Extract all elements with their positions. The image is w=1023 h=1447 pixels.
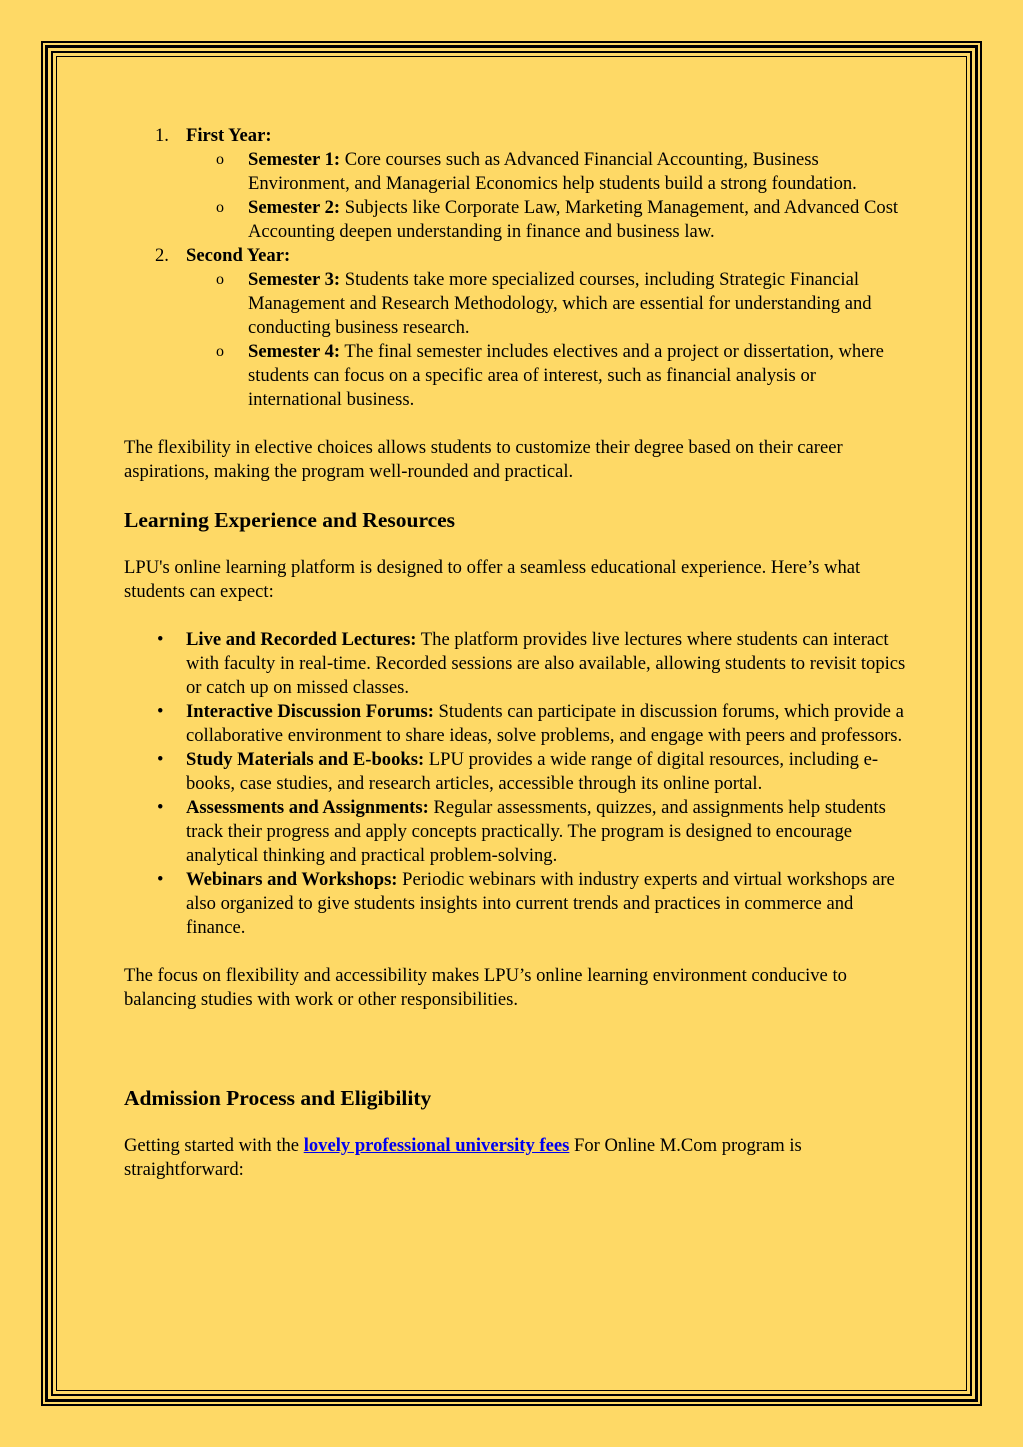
semester-text: Subjects like Corporate Law, Marketing Management, and Advanced Cost Accounting deepen understanding in finance and business law.: [248, 197, 899, 242]
circle-bullet-icon: o: [216, 199, 224, 216]
item-text: Regular assessments, quizzes, and assignments help students track their progress and apply concepts practically. The program is designed to encourage analytical thinking and practical problem-solving.: [186, 797, 886, 866]
semester-item: [186, 340, 914, 412]
semester-text: The final semester includes electives and a project or dissertation, where students can focus on a specific area of interest, such as financial analysis or international business.: [248, 341, 884, 410]
semester-label: Semester 1:: [248, 149, 341, 170]
semester-label: Semester 2:: [248, 197, 341, 218]
learning-intro: LPU's online learning platform is designed to offer a seamless educational experience. Here’s what students can expect:: [124, 557, 861, 602]
flexibility-paragraph: The flexibility in elective choices allows students to customize their degree based on their career aspirations, making the program well-rounded and practical.: [124, 437, 843, 482]
item-label: Study Materials and E-books:: [186, 749, 425, 770]
semester-list: [186, 268, 914, 412]
semester-label: Semester 4:: [248, 341, 341, 362]
item-text: Periodic webinars with industry experts and virtual workshops are also organized to give students insights into current trends and practices in commerce and finance.: [186, 869, 895, 938]
admission-text-before: Getting started with the: [124, 1135, 304, 1156]
bullet-icon: •: [157, 701, 164, 722]
year-item-2: [124, 244, 914, 412]
semester-text: Students take more specialized courses, including Strategic Financial Management and Research Methodology, which are essential for understanding and conducting business research.: [248, 269, 872, 338]
admission-text-after: For Online M.Com program is straightforward:: [124, 1135, 802, 1180]
semester-label: Semester 3:: [248, 269, 341, 290]
year-item-1: [124, 124, 914, 244]
fees-link[interactable]: lovely professional university fees: [303, 1135, 570, 1156]
list-number: 1.: [155, 125, 169, 146]
year-title: First Year:: [186, 125, 272, 146]
bullet-icon: •: [157, 797, 164, 818]
semester-item: [186, 268, 914, 340]
bullet-icon: •: [157, 629, 164, 650]
bullet-icon: •: [157, 749, 164, 770]
learning-features-list: [124, 628, 914, 940]
list-number: 2.: [155, 245, 169, 266]
curriculum-list: [124, 124, 914, 412]
circle-bullet-icon: o: [216, 151, 224, 168]
item-label: Live and Recorded Lectures:: [186, 629, 417, 650]
item-label: Webinars and Workshops:: [186, 869, 398, 890]
list-item: [124, 700, 914, 748]
learning-heading: Learning Experience and Resources: [124, 508, 456, 532]
document-body: [124, 124, 914, 1182]
item-label: Interactive Discussion Forums:: [186, 701, 434, 722]
admission-heading: Admission Process and Eligibility: [124, 1086, 432, 1110]
item-text: The platform provides live lectures where students can interact with faculty in real-time. Recorded sessions are also available, allowing students to revisit topics or catch up on missed classes.: [186, 629, 906, 698]
list-item: [124, 796, 914, 868]
year-title: Second Year:: [186, 245, 291, 266]
item-text: Students can participate in discussion forums, which provide a collaborative environment to share ideas, solve problems, and engage with peers and professors.: [186, 701, 904, 746]
admission-paragraph: [124, 1134, 914, 1182]
circle-bullet-icon: o: [216, 343, 224, 360]
learning-closing: The focus on flexibility and accessibility makes LPU’s online learning environment conducive to balancing studies with work or other responsibilities.: [124, 965, 847, 1010]
bullet-icon: •: [157, 869, 164, 890]
item-label: Assessments and Assignments:: [186, 797, 429, 818]
circle-bullet-icon: o: [216, 271, 224, 288]
semester-item: [186, 148, 914, 196]
list-item: [124, 748, 914, 796]
semester-item: [186, 196, 914, 244]
semester-list: [186, 148, 914, 244]
semester-text: Core courses such as Advanced Financial Accounting, Business Environment, and Managerial Economics help students build a strong foundation.: [248, 149, 857, 194]
item-text: LPU provides a wide range of digital resources, including e-books, case studies, and research articles, accessible through its online portal.: [186, 749, 879, 794]
list-item: [124, 628, 914, 700]
list-item: [124, 868, 914, 940]
